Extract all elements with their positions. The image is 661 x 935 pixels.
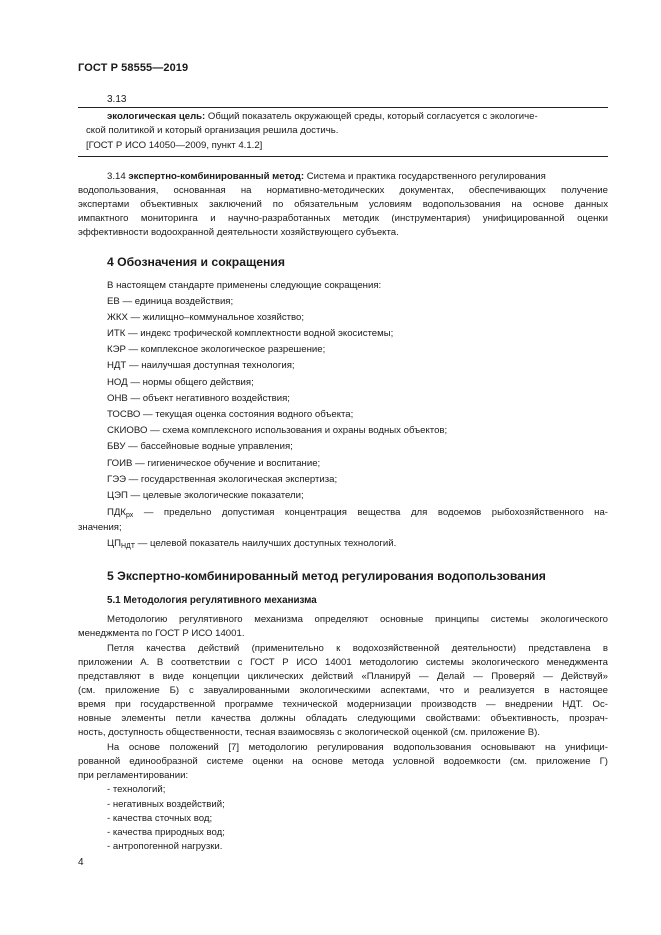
abbrev-item: СКИОВО — схема комплексного использования и охраны водных объектов; [107, 425, 448, 436]
s5-list-item: - качества природных вод; [107, 827, 225, 838]
term-3-13-term: экологическая цель: [107, 111, 206, 122]
abbrev-pdk-sub: рх [125, 512, 134, 519]
section-5-title: 5 Экспертно-комбинированный метод регулирования водопользования [107, 569, 546, 583]
term-3-13-box [78, 107, 608, 157]
term-3-14-line-1 [107, 171, 546, 182]
abbrev-pdk-main: ПДК [107, 507, 126, 518]
term-3-13-source: [ГОСТ Р ИСО 14050—2009, пункт 4.1.2] [86, 139, 263, 151]
abbrev-pdk-line [107, 507, 608, 519]
s5-p2-line-3: представляют в виде концепции циклических действий «Планируй — Делай — Проверяй — Действуй» [78, 671, 608, 682]
s5-p3-line-1: На основе положений [7] методологию регулирования водопользования основывают на унифици- [107, 742, 608, 753]
term-3-13-def-2: ской политикой и который организация решила достичь. [86, 125, 339, 137]
s5-p3-line-2: рованной единообразной системе оценки на основе метода условной водоемкости (см. приложение Г) [78, 756, 608, 767]
page-number: 4 [78, 857, 84, 868]
abbrev-item: БВУ — бассейновые водные управления; [107, 441, 293, 452]
abbrev-item: ЖКХ — жилищно–коммунальное хозяйство; [107, 312, 305, 323]
s5-list-item: - негативных воздействий; [107, 799, 225, 810]
term-3-14-line-3: экспертами объективных заключений по обязательным условиям водопользования на основе данных [78, 199, 608, 210]
s5-p2-line-6: новные элементы петли качества должны обладать следующими свойствами: объективность, прозрач- [78, 713, 608, 724]
abbrev-item: КЭР — комплексное экологическое разрешение; [107, 344, 326, 355]
abbrev-pdk-text: — предельно допустимая концентрация вещества для водоемов рыбохозяйственного на- [133, 507, 608, 518]
section-4-intro: В настоящем стандарте применены следующие сокращения: [107, 280, 382, 291]
s5-p3-line-3: при регламентировании: [78, 770, 189, 781]
abbrev-item: НОД — нормы общего действия; [107, 377, 254, 388]
section-5-1-title: 5.1 Методология регулятивного механизма [107, 595, 317, 606]
abbrev-cp-sub: НДТ [121, 543, 136, 550]
abbrev-item: ГОИВ — гигиеническое обучение и воспитание; [107, 458, 321, 469]
abbrev-item: ТОСВО — текущая оценка состояния водного объекта; [107, 409, 354, 420]
s5-p1-line-1: Методологию регулятивного механизма определяют основные принципы системы экологического [107, 614, 608, 625]
section-4-title: 4 Обозначения и сокращения [107, 255, 286, 269]
term-3-13-definition-line [78, 110, 608, 124]
s5-list-item: - технологий; [107, 784, 166, 795]
term-3-14-line-5: эффективности водоохранной деятельности хозяйствующего субъекта. [78, 227, 399, 238]
term-3-14-term: экспертно-комбинированный метод: [128, 171, 305, 182]
s5-p2-line-5: время при государственной программе технической модернизации производств — внедрении НДТ. Ос- [78, 699, 608, 710]
s5-list-item: - качества сточных вод; [107, 813, 213, 824]
abbrev-item: ЕВ — единица воздействия; [107, 296, 234, 307]
term-3-14-number: 3.14 [107, 171, 126, 182]
abbrev-pdk-continuation: значения; [78, 522, 122, 533]
abbrev-cp-line [107, 538, 396, 550]
abbrev-cp-text: — целевой показатель наилучших доступных технологий. [135, 538, 397, 549]
term-3-14-text-1: Система и практика государственного регулирования [304, 171, 546, 182]
s5-p2-line-4: (см. приложение Б) с завуалированными экологическими аспектами, что и реализуется в настоящее [78, 685, 608, 696]
abbrev-item: ГЭЭ — государственная экологическая экспертиза; [107, 474, 338, 485]
abbrev-item: ОНВ — объект негативного воздействия; [107, 393, 290, 404]
page-header-standard: ГОСТ Р 58555—2019 [78, 62, 189, 74]
s5-p2-line-7: ность, доступность общественности, тесная взаимосвязь с экологической оценкой (см. приложение В). [78, 727, 541, 738]
term-3-14-line-2: водопользования, основанная на нормативно-методических документах, обеспечивающих получение [78, 185, 608, 196]
term-3-13-number: 3.13 [107, 94, 127, 105]
abbrev-cp-main: ЦП [107, 538, 121, 549]
s5-p1-line-2: менеджмента по ГОСТ Р ИСО 14001. [78, 628, 245, 639]
abbrev-item: ЦЭП — целевые экологические показатели; [107, 490, 304, 501]
abbrev-item: НДТ — наилучшая доступная технология; [107, 360, 295, 371]
term-3-14-line-4: импактного мониторинга и научно-разработанных методик (инструментария) унифицированной оценки [78, 213, 608, 224]
s5-p2-line-2: приложении А. В соответствии с ГОСТ Р ИСО 14001 методологию системы экологического менеджмента [78, 657, 608, 668]
abbrev-item: ИТК — индекс трофической комплектности водной экосистемы; [107, 328, 394, 339]
term-3-13-def-1: Общий показатель окружающей среды, который согласуется с экологиче- [205, 111, 538, 122]
s5-p2-line-1: Петля качества действий (применительно к водохозяйственной деятельности) представлена в [107, 643, 608, 654]
s5-list-item: - антропогенной нагрузки. [107, 841, 223, 852]
